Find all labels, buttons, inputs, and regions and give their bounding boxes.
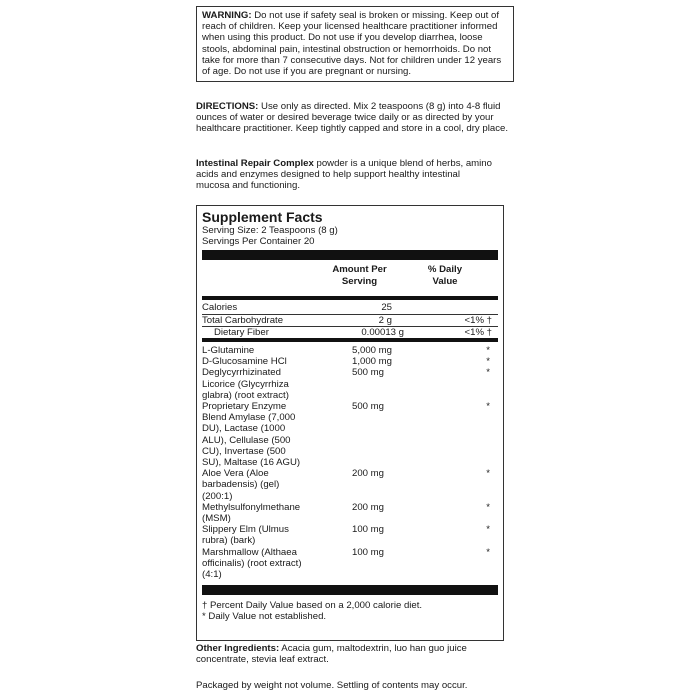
nutrient-row — [202, 315, 498, 326]
thick-divider — [202, 585, 498, 595]
ingredient-dv: * — [486, 356, 490, 368]
nutrient-name: Dietary Fiber — [214, 326, 269, 338]
ingredient-name: D-Glucosamine HCl — [202, 356, 287, 368]
col-amount-header: Amount Per Serving — [332, 264, 387, 287]
ingredient-amount: 100 mg — [352, 546, 384, 558]
facts-header-row — [202, 262, 498, 294]
ingredient-row — [202, 401, 498, 468]
ingredient-row — [202, 356, 498, 367]
ingredient-name: Aloe Vera (Aloe barbadensis) (gel) (200:1) — [202, 468, 280, 502]
ingredient-list — [202, 345, 498, 580]
nutrient-dv — [392, 302, 498, 313]
servings-per-container: Servings Per Container 20 — [202, 236, 315, 248]
ingredient-dv: * — [486, 524, 490, 536]
ingredient-name: Deglycyrrhizinated Licorice (Glycyrrhiza glabra) (root extract) — [202, 367, 289, 401]
ingredient-dv: * — [486, 367, 490, 379]
ingredient-dv: * — [486, 401, 490, 413]
directions-label: DIRECTIONS: — [196, 101, 259, 112]
ingredient-name: Marshmallow (Althaea officinalis) (root extract) (4:1) — [202, 546, 302, 581]
other-ingredients — [196, 643, 512, 665]
nutrient-row — [202, 327, 498, 338]
nutrient-amount: 0.00013 g — [361, 326, 404, 338]
ingredient-name: Proprietary Enzyme Blend Amylase (7,000 DU), Lactase (1000 ALU), Cellulase (500 CU), Invertase (500 SU), Maltase (16 AGU) — [202, 401, 301, 469]
facts-title: Supplement Facts — [202, 209, 323, 225]
footnote-dv: † Percent Daily Value based on a 2,000 calorie diet. — [202, 600, 423, 612]
ingredient-amount: 5,000 mg — [352, 345, 393, 357]
ingredient-amount: 200 mg — [352, 468, 384, 480]
ingredient-amount: 1,000 mg — [352, 356, 393, 368]
ingredient-amount: 200 mg — [352, 501, 384, 513]
blend-description — [196, 158, 496, 192]
blend-name: Intestinal Repair Complex — [196, 158, 314, 169]
ingredient-row — [202, 547, 498, 581]
directions-text: Use only as directed. Mix 2 teaspoons (8 g) into 4-8 fluid ounces of water or desired beverage twice daily or as directed by your healthcare practitioner. Keep tightly capped and store in a cool, dry place. — [196, 101, 508, 135]
nutrient-amount: 2 g — [378, 314, 392, 326]
ingredient-name: L-Glutamine — [202, 345, 255, 357]
warning-label: WARNING: — [202, 10, 252, 21]
nutrient-amount: 25 — [381, 302, 392, 314]
nutrient-list — [202, 302, 498, 338]
warning-box — [196, 6, 514, 82]
facts-footnotes — [197, 597, 503, 622]
nutrient-row — [202, 302, 498, 313]
medium-divider — [202, 338, 498, 342]
thick-divider — [202, 250, 498, 260]
other-label: Other Ingredients: — [196, 643, 280, 654]
nutrient-name: Calories — [202, 302, 238, 314]
ingredient-dv: * — [486, 468, 490, 480]
ingredient-name: Methylsulfonylmethane (MSM) — [202, 501, 301, 525]
blend-text: powder is a unique blend of herbs, amino acids and enzymes designed to help support healthy intestinal mucosa and functioning. — [196, 158, 492, 192]
ingredient-dv: * — [486, 501, 490, 513]
ingredient-amount: 500 mg — [352, 401, 384, 413]
footnote-not-established: * Daily Value not established. — [202, 611, 327, 623]
ingredient-row — [202, 367, 498, 401]
col-dv-header: % Daily Value — [427, 264, 463, 287]
nutrient-dv: <1% † — [464, 314, 492, 326]
warning-text: Do not use if safety seal is broken or missing. Keep out of reach of children. Keep your licensed healthcare practitioner informed when using this product. Do not use if you develop diarrhea, loose stools, abdominal pain, intestinal obstruction or hemorrhoids. Do not take for more than 7 consecutive days. Not for children under 12 years of age. Do not use if you are pregnant or nursing. — [202, 10, 502, 78]
ingredient-dv: * — [486, 345, 490, 357]
ingredient-name: Slippery Elm (Ulmus rubra) (bark) — [202, 524, 289, 547]
nutrient-name: Total Carbohydrate — [202, 314, 284, 326]
ingredient-row — [202, 345, 498, 356]
ingredient-amount: 100 mg — [352, 524, 384, 536]
ingredient-dv: * — [486, 546, 490, 558]
nutrient-dv: <1% † — [464, 326, 492, 338]
directions — [196, 101, 512, 135]
ingredient-amount: 500 mg — [352, 367, 384, 379]
serving-size: Serving Size: 2 Teaspoons (8 g) — [202, 225, 338, 236]
ingredient-row — [202, 468, 498, 502]
packaging-note: Packaged by weight not volume. Settling of contents may occur. — [196, 680, 468, 691]
supplement-facts-panel — [196, 205, 504, 641]
ingredient-row — [202, 502, 498, 524]
medium-divider — [202, 296, 498, 300]
ingredient-row — [202, 524, 498, 546]
other-text: Acacia gum, maltodextrin, luo han guo juice concentrate, stevia leaf extract. — [196, 643, 467, 666]
